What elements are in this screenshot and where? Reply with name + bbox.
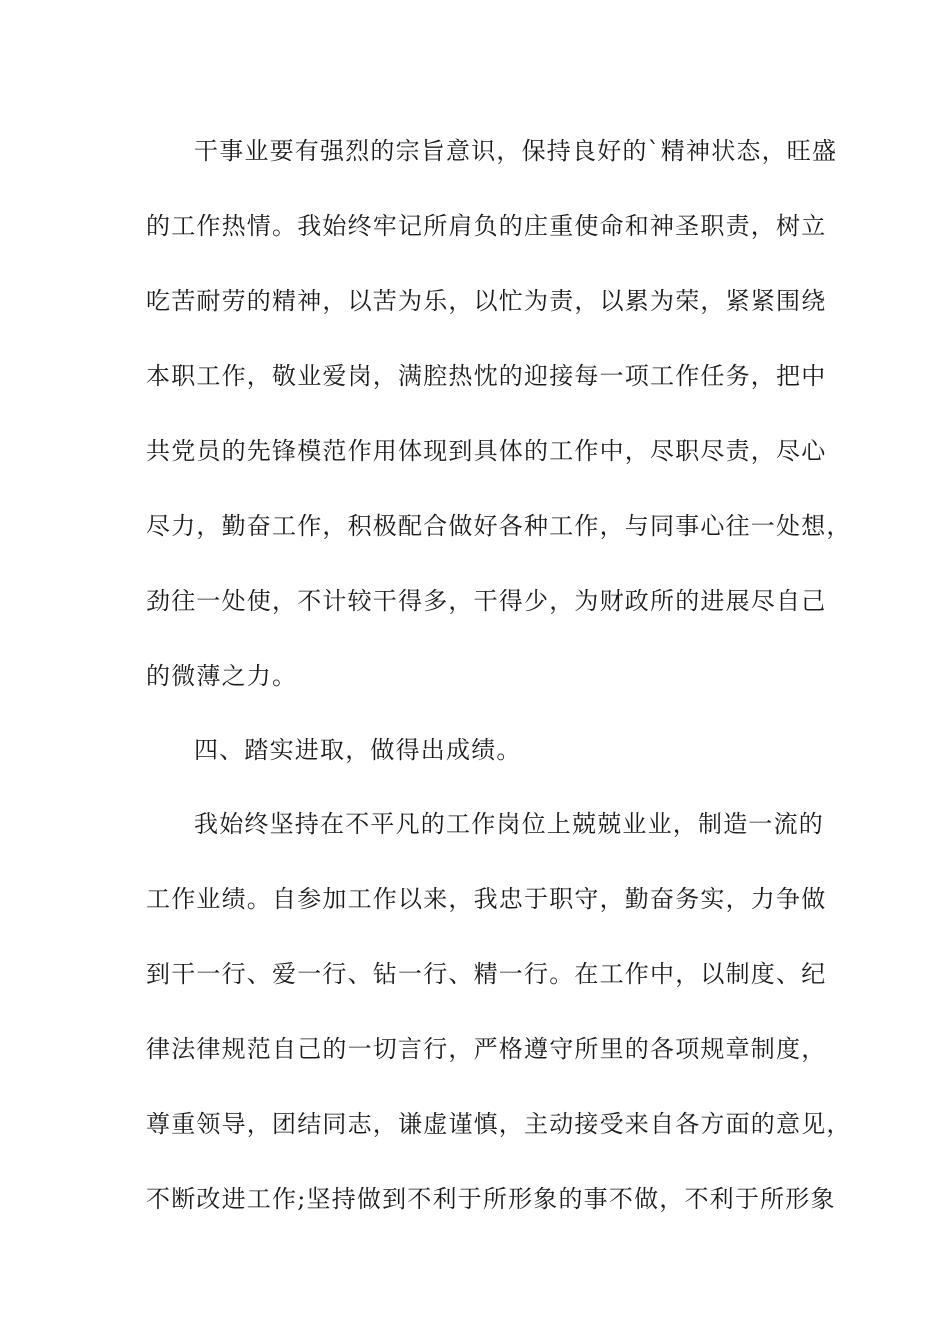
paragraph-line: 吃苦耐劳的精神，以苦为乐，以忙为责，以累为荣，紧紧围绕 [146,287,827,315]
paragraph-line: 律法律规范自己的一切言行，严格遵守所里的各项规章制度， [146,1035,827,1063]
paragraph-line: 干事业要有强烈的宗旨意识，保持良好的`精神状态，旺盛 [194,137,838,165]
paragraph-line: 共党员的先锋模范作用体现到具体的工作中，尽职尽责，尽心 [146,437,827,465]
paragraph-line: 的工作热情。我始终牢记所肩负的庄重使命和神圣职责，树立 [146,212,827,240]
paragraph-line: 工作业绩。自参加工作以来，我忠于职守，勤奋务实，力争做 [146,885,827,913]
paragraph-line: 不断改进工作;坚持做到不利于所形象的事不做，不利于所形象 [146,1185,836,1213]
paragraph-line: 尊重领导，团结同志，谦虚谨慎，主动接受来自各方面的意见， [146,1110,852,1138]
paragraph-line: 的微薄之力。 [146,662,298,690]
section-heading: 四、踏实进取，做得出成绩。 [194,736,522,764]
paragraph-line: 本职工作，敬业爱岗，满腔热忱的迎接每一项工作任务，把中 [146,362,827,390]
paragraph-line: 我始终坚持在不平凡的工作岗位上兢兢业业，制造一流的 [194,810,824,838]
paragraph-line: 劲往一处使，不计较干得多，干得少，为财政所的进展尽自己 [146,587,827,615]
paragraph-line: 尽力，勤奋工作，积极配合做好各种工作，与同事心往一处想， [146,512,852,540]
paragraph-line: 到干一行、爱一行、钻一行、精一行。在工作中，以制度、纪 [146,960,827,988]
